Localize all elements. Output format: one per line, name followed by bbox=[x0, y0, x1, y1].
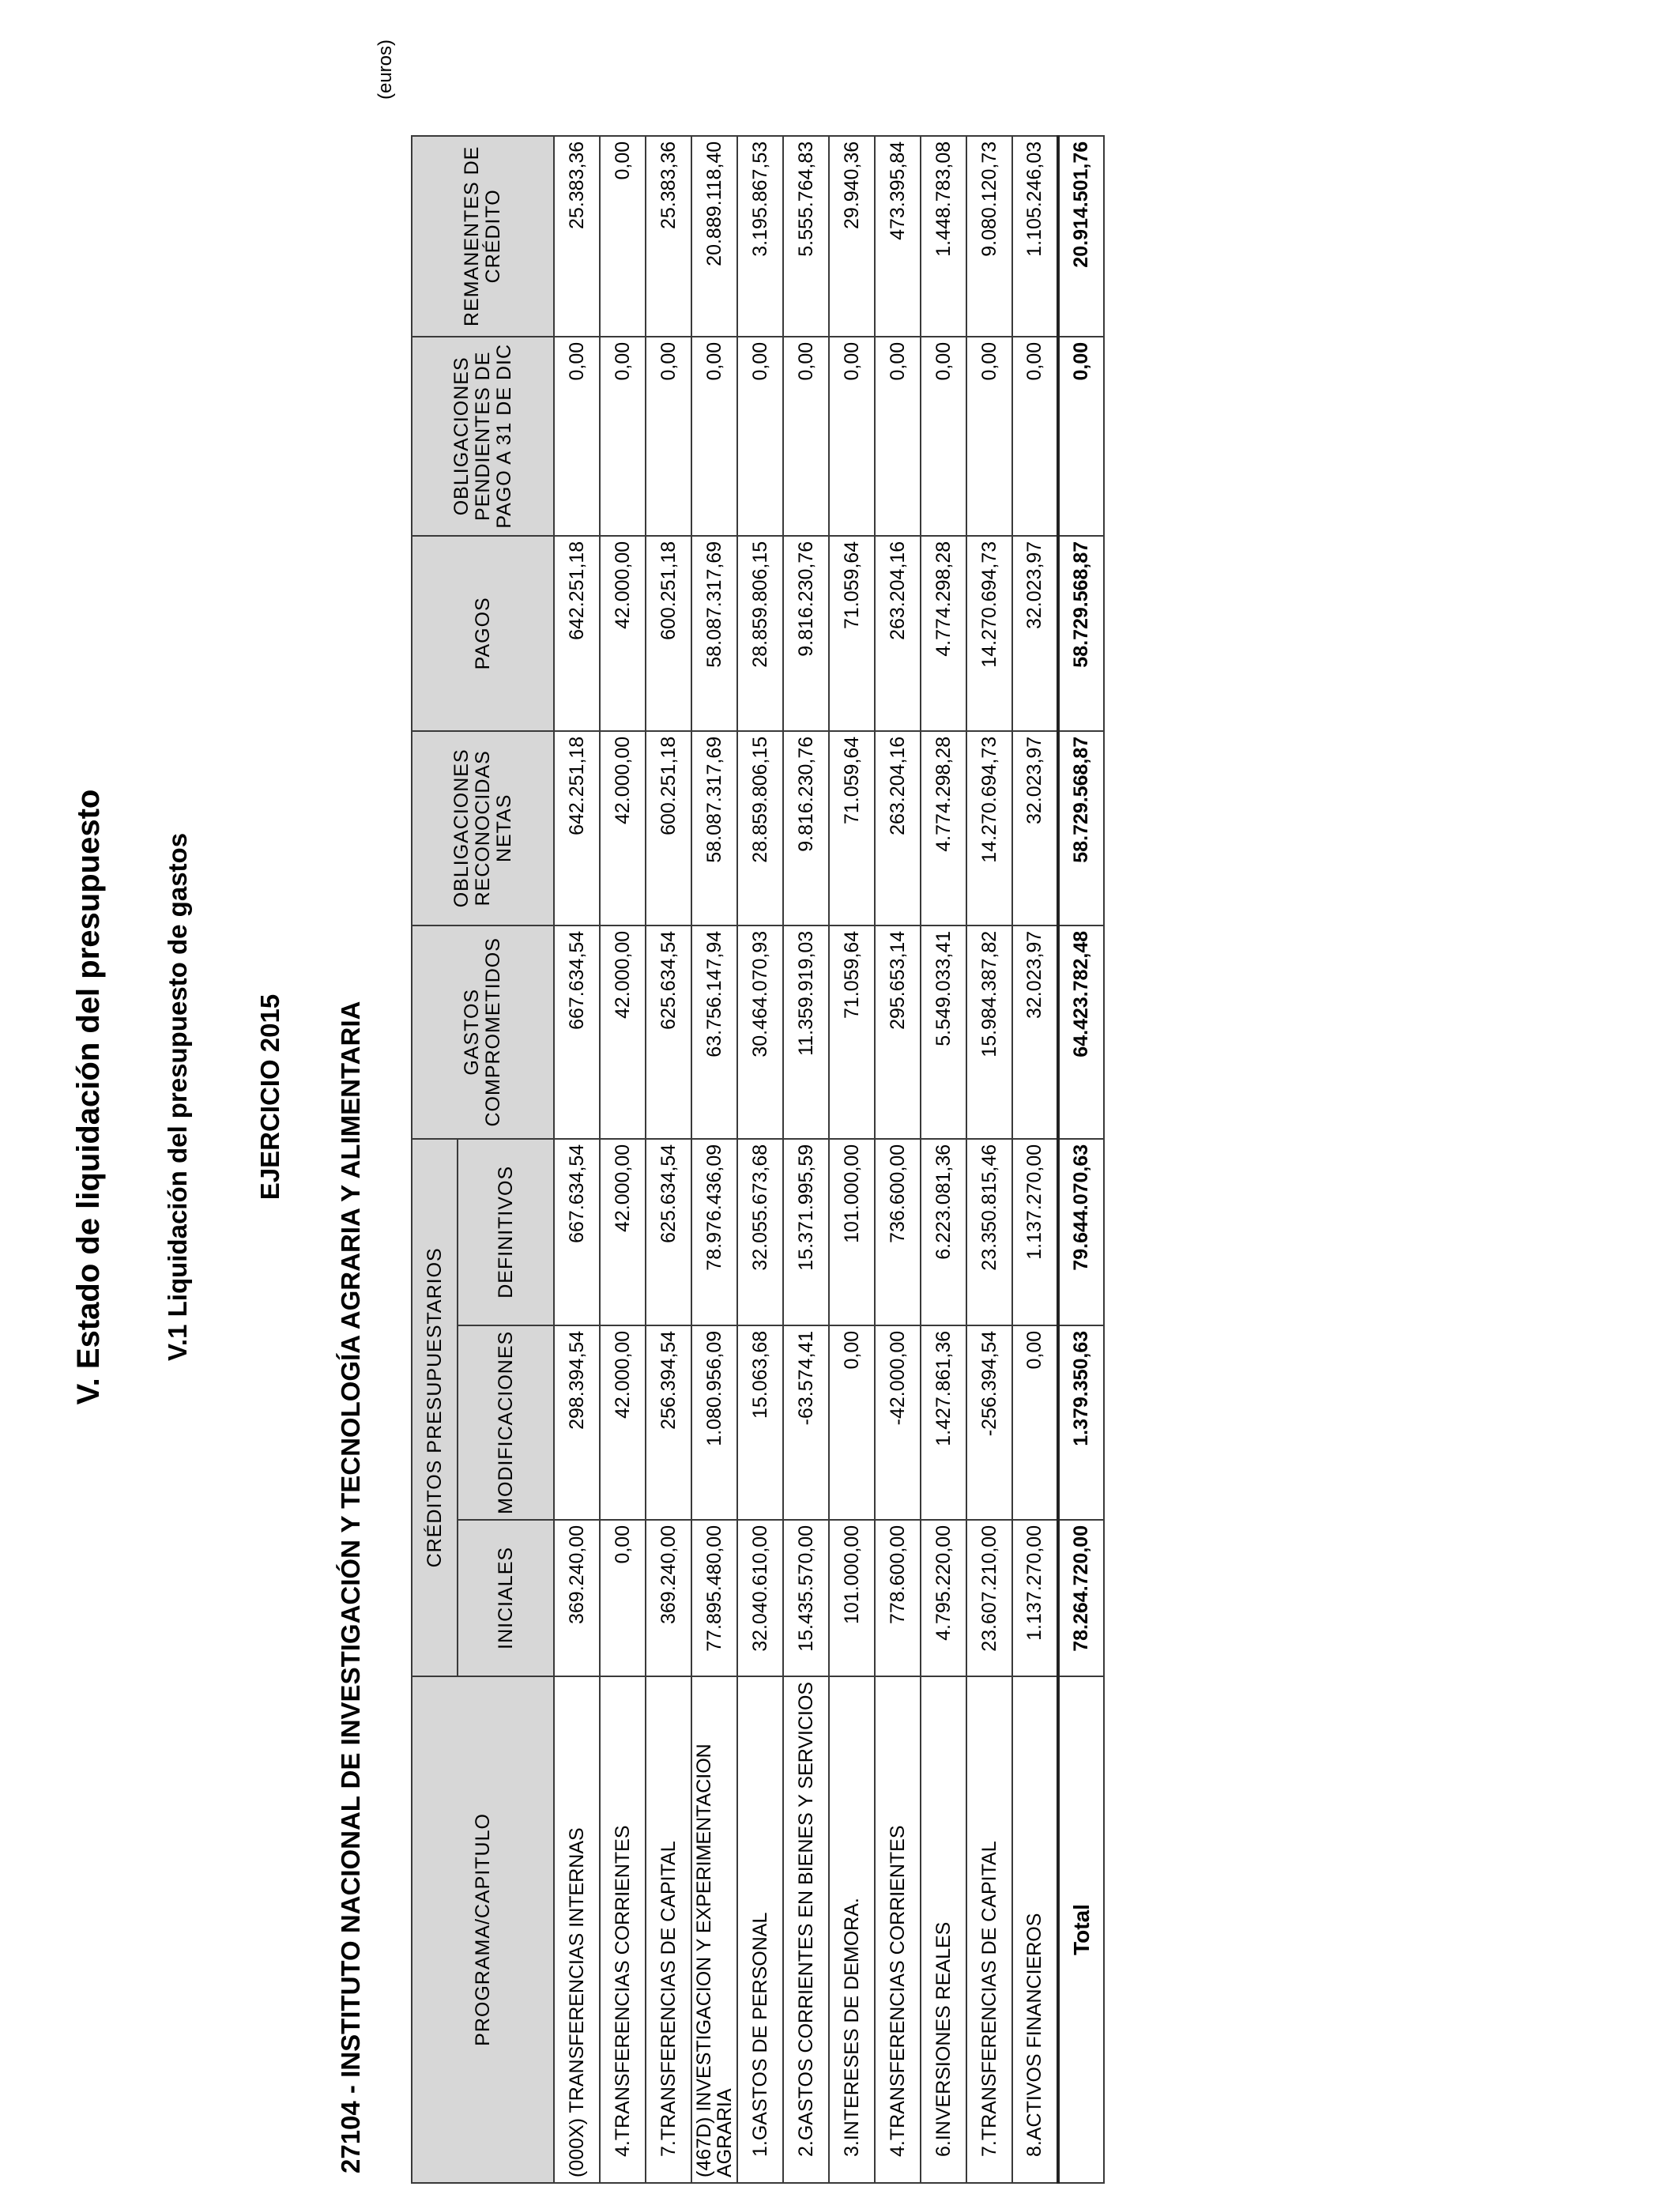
cell-modificaciones: 1.427.861,36 bbox=[921, 1325, 966, 1520]
cell-pendientes: 0,00 bbox=[875, 337, 921, 536]
cell-obligaciones: 28.859.806,15 bbox=[737, 731, 783, 925]
cell-modificaciones: 1.379.350,63 bbox=[1058, 1325, 1104, 1520]
table-row bbox=[554, 136, 600, 2183]
cell-iniciales: 4.795.220,00 bbox=[921, 1520, 966, 1676]
cell-iniciales: 369.240,00 bbox=[646, 1520, 691, 1676]
table-row bbox=[646, 136, 691, 2183]
cell-pendientes: 0,00 bbox=[829, 337, 875, 536]
cell-remanentes: 20.889.118,40 bbox=[691, 136, 737, 337]
row-label: 1.GASTOS DE PERSONAL bbox=[737, 1676, 783, 2183]
cell-modificaciones: -42.000,00 bbox=[875, 1325, 921, 1520]
cell-remanentes: 25.383,36 bbox=[646, 136, 691, 337]
header-iniciales: INICIALES bbox=[458, 1520, 554, 1676]
cell-pagos: 58.087.317,69 bbox=[691, 536, 737, 731]
cell-iniciales: 1.137.270,00 bbox=[1012, 1520, 1058, 1676]
cell-pagos: 600.251,18 bbox=[646, 536, 691, 731]
cell-pagos: 42.000,00 bbox=[600, 536, 646, 731]
row-label: 2.GASTOS CORRIENTES EN BIENES Y SERVICIOS bbox=[783, 1676, 829, 2183]
cell-iniciales: 778.600,00 bbox=[875, 1520, 921, 1676]
cell-obligaciones: 9.816.230,76 bbox=[783, 731, 829, 925]
cell-pendientes: 0,00 bbox=[600, 337, 646, 536]
row-label: 3.INTERESES DE DEMORA. bbox=[829, 1676, 875, 2183]
cell-modificaciones: -63.574,41 bbox=[783, 1325, 829, 1520]
cell-iniciales: 23.607.210,00 bbox=[966, 1520, 1012, 1676]
cell-pagos: 9.816.230,76 bbox=[783, 536, 829, 731]
cell-pendientes: 0,00 bbox=[691, 337, 737, 536]
cell-remanentes: 1.105.246,03 bbox=[1012, 136, 1058, 337]
cell-modificaciones: 42.000,00 bbox=[600, 1325, 646, 1520]
entity-heading: 27104 - INSTITUTO NACIONAL DE INVESTIGACIÓN Y TECNOLOGÍA AGRARIA Y ALIMENTARIA bbox=[336, 1001, 365, 2173]
cell-remanentes: 473.395,84 bbox=[875, 136, 921, 337]
cell-gastos: 15.984.387,82 bbox=[966, 925, 1012, 1139]
cell-modificaciones: 0,00 bbox=[1012, 1325, 1058, 1520]
cell-definitivos: 15.371.995,59 bbox=[783, 1139, 829, 1325]
cell-pendientes: 0,00 bbox=[1058, 337, 1104, 536]
cell-obligaciones: 71.059,64 bbox=[829, 731, 875, 925]
cell-definitivos: 736.600,00 bbox=[875, 1139, 921, 1325]
cell-pendientes: 0,00 bbox=[921, 337, 966, 536]
total-row bbox=[1058, 136, 1104, 2183]
cell-obligaciones: 4.774.298,28 bbox=[921, 731, 966, 925]
cell-modificaciones: -256.394,54 bbox=[966, 1325, 1012, 1520]
cell-gastos: 11.359.919,03 bbox=[783, 925, 829, 1139]
cell-gastos: 71.059,64 bbox=[829, 925, 875, 1139]
row-label: 4.TRANSFERENCIAS CORRIENTES bbox=[600, 1676, 646, 2183]
row-label: (467D) INVESTIGACION Y EXPERIMENTACION AGRARIA bbox=[691, 1676, 737, 2183]
cell-obligaciones: 32.023,97 bbox=[1012, 731, 1058, 925]
table-row bbox=[737, 136, 783, 2183]
header-creditos-group: CRÉDITOS PRESUPUESTARIOS bbox=[412, 1139, 458, 1676]
units-label: (euros) bbox=[375, 39, 396, 100]
cell-gastos: 295.653,14 bbox=[875, 925, 921, 1139]
cell-pendientes: 0,00 bbox=[737, 337, 783, 536]
cell-obligaciones: 58.729.568,87 bbox=[1058, 731, 1104, 925]
cell-definitivos: 6.223.081,36 bbox=[921, 1139, 966, 1325]
cell-obligaciones: 14.270.694,73 bbox=[966, 731, 1012, 925]
cell-gastos: 30.464.070,93 bbox=[737, 925, 783, 1139]
table-row bbox=[783, 136, 829, 2183]
cell-remanentes: 0,00 bbox=[600, 136, 646, 337]
header-pagos: PAGOS bbox=[412, 536, 554, 731]
table-row bbox=[1012, 136, 1058, 2183]
cell-gastos: 42.000,00 bbox=[600, 925, 646, 1139]
table-row bbox=[921, 136, 966, 2183]
cell-pagos: 71.059,64 bbox=[829, 536, 875, 731]
cell-definitivos: 101.000,00 bbox=[829, 1139, 875, 1325]
row-label: 4.TRANSFERENCIAS CORRIENTES bbox=[875, 1676, 921, 2183]
header-modificaciones: MODIFICACIONES bbox=[458, 1325, 554, 1520]
budget-table bbox=[411, 135, 1105, 2184]
cell-pagos: 32.023,97 bbox=[1012, 536, 1058, 731]
cell-obligaciones: 600.251,18 bbox=[646, 731, 691, 925]
cell-gastos: 32.023,97 bbox=[1012, 925, 1058, 1139]
cell-definitivos: 23.350.815,46 bbox=[966, 1139, 1012, 1325]
cell-pagos: 14.270.694,73 bbox=[966, 536, 1012, 731]
cell-iniciales: 77.895.480,00 bbox=[691, 1520, 737, 1676]
cell-modificaciones: 0,00 bbox=[829, 1325, 875, 1520]
table-row bbox=[875, 136, 921, 2183]
cell-remanentes: 20.914.501,76 bbox=[1058, 136, 1104, 337]
cell-pendientes: 0,00 bbox=[554, 337, 600, 536]
cell-pendientes: 0,00 bbox=[783, 337, 829, 536]
page-subtitle: V.1 Liquidación del presupuesto de gastos bbox=[163, 832, 192, 1362]
cell-iniciales: 369.240,00 bbox=[554, 1520, 600, 1676]
cell-iniciales: 78.264.720,00 bbox=[1058, 1520, 1104, 1676]
table-row bbox=[600, 136, 646, 2183]
cell-gastos: 667.634,54 bbox=[554, 925, 600, 1139]
cell-definitivos: 78.976.436,09 bbox=[691, 1139, 737, 1325]
exercise-heading: EJERCICIO 2015 bbox=[255, 993, 284, 1201]
table-row bbox=[966, 136, 1012, 2183]
row-label: 7.TRANSFERENCIAS DE CAPITAL bbox=[966, 1676, 1012, 2183]
cell-iniciales: 101.000,00 bbox=[829, 1520, 875, 1676]
cell-remanentes: 3.195.867,53 bbox=[737, 136, 783, 337]
cell-pagos: 642.251,18 bbox=[554, 536, 600, 731]
page-title: V. Estado de liquidación del presupuesto bbox=[71, 789, 106, 1405]
cell-pagos: 28.859.806,15 bbox=[737, 536, 783, 731]
cell-definitivos: 42.000,00 bbox=[600, 1139, 646, 1325]
cell-modificaciones: 15.063,68 bbox=[737, 1325, 783, 1520]
cell-definitivos: 625.634,54 bbox=[646, 1139, 691, 1325]
cell-modificaciones: 1.080.956,09 bbox=[691, 1325, 737, 1520]
cell-remanentes: 29.940,36 bbox=[829, 136, 875, 337]
cell-remanentes: 1.448.783,08 bbox=[921, 136, 966, 337]
header-obligaciones: OBLIGACIONES RECONOCIDAS NETAS bbox=[412, 731, 554, 925]
cell-pendientes: 0,00 bbox=[966, 337, 1012, 536]
cell-modificaciones: 298.394,54 bbox=[554, 1325, 600, 1520]
row-label: 6.INVERSIONES REALES bbox=[921, 1676, 966, 2183]
cell-definitivos: 32.055.673,68 bbox=[737, 1139, 783, 1325]
header-remanentes: REMANENTES DE CRÉDITO bbox=[412, 136, 554, 337]
cell-remanentes: 25.383,36 bbox=[554, 136, 600, 337]
cell-remanentes: 5.555.764,83 bbox=[783, 136, 829, 337]
cell-obligaciones: 263.204,16 bbox=[875, 731, 921, 925]
cell-gastos: 63.756.147,94 bbox=[691, 925, 737, 1139]
cell-iniciales: 15.435.570,00 bbox=[783, 1520, 829, 1676]
cell-gastos: 5.549.033,41 bbox=[921, 925, 966, 1139]
cell-pagos: 58.729.568,87 bbox=[1058, 536, 1104, 731]
cell-iniciales: 32.040.610,00 bbox=[737, 1520, 783, 1676]
cell-pagos: 263.204,16 bbox=[875, 536, 921, 731]
cell-gastos: 625.634,54 bbox=[646, 925, 691, 1139]
cell-pagos: 4.774.298,28 bbox=[921, 536, 966, 731]
cell-pendientes: 0,00 bbox=[646, 337, 691, 536]
cell-pendientes: 0,00 bbox=[1012, 337, 1058, 536]
header-definitivos: DEFINITIVOS bbox=[458, 1139, 554, 1325]
cell-definitivos: 667.634,54 bbox=[554, 1139, 600, 1325]
row-label: (000X) TRANSFERENCIAS INTERNAS bbox=[554, 1676, 600, 2183]
cell-obligaciones: 642.251,18 bbox=[554, 731, 600, 925]
cell-obligaciones: 58.087.317,69 bbox=[691, 731, 737, 925]
cell-gastos: 64.423.782,48 bbox=[1058, 925, 1104, 1139]
cell-definitivos: 1.137.270,00 bbox=[1012, 1139, 1058, 1325]
table-body bbox=[554, 136, 1104, 2183]
row-label: 8.ACTIVOS FINANCIEROS bbox=[1012, 1676, 1058, 2183]
header-gastos: GASTOS COMPROMETIDOS bbox=[412, 925, 554, 1139]
row-label: 7.TRANSFERENCIAS DE CAPITAL bbox=[646, 1676, 691, 2183]
cell-obligaciones: 42.000,00 bbox=[600, 731, 646, 925]
header-programa: PROGRAMA/CAPITULO bbox=[412, 1676, 554, 2183]
total-label: Total bbox=[1058, 1676, 1104, 2183]
cell-remanentes: 9.080.120,73 bbox=[966, 136, 1012, 337]
header-pendientes: OBLIGACIONES PENDIENTES DE PAGO A 31 DE DIC bbox=[412, 337, 554, 536]
cell-modificaciones: 256.394,54 bbox=[646, 1325, 691, 1520]
cell-iniciales: 0,00 bbox=[600, 1520, 646, 1676]
cell-definitivos: 79.644.070,63 bbox=[1058, 1139, 1104, 1325]
table-row bbox=[829, 136, 875, 2183]
table-row bbox=[691, 136, 737, 2183]
